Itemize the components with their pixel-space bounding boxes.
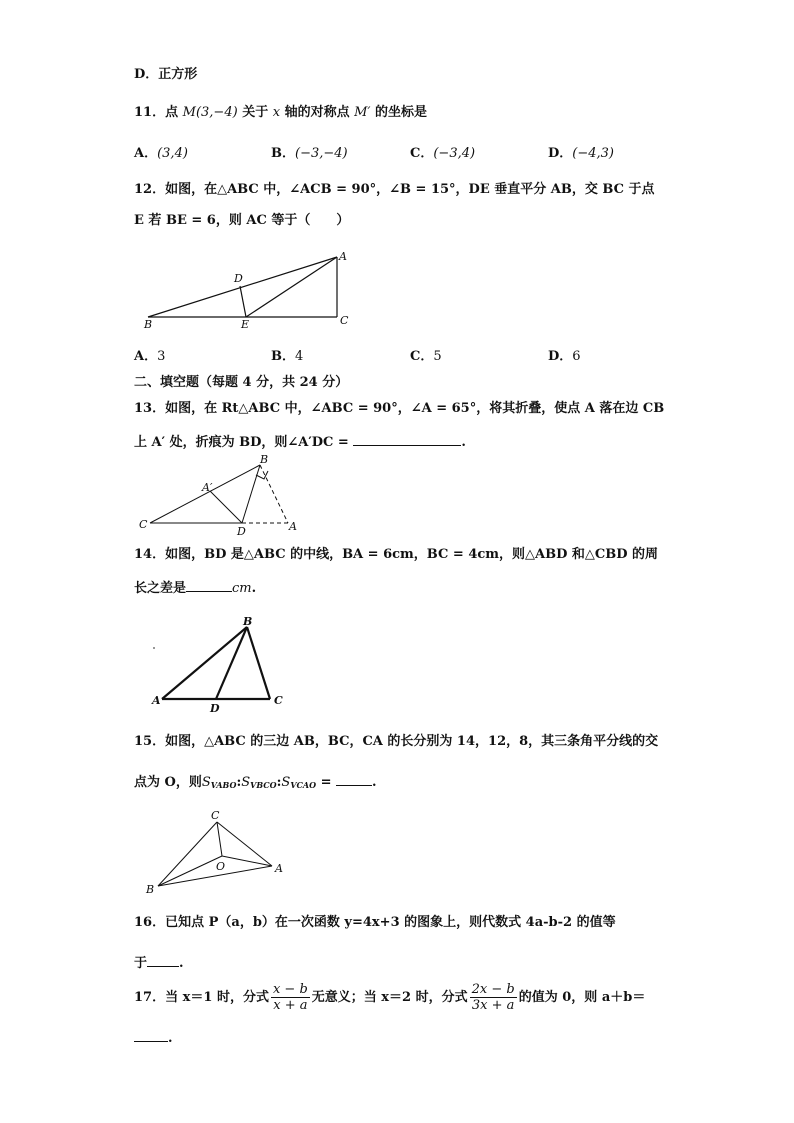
q11-number: 11．	[134, 105, 166, 120]
q14-edge-bc	[247, 627, 270, 699]
q15-edge-ab	[158, 866, 272, 886]
q12-line2: E 若 BE = 6，则 AC 等于（ ）	[134, 213, 350, 228]
q12-label-a: A	[339, 250, 347, 263]
q13-figure	[136, 455, 306, 537]
q14-label-a: A	[152, 694, 161, 707]
q15-label-b: B	[146, 883, 155, 896]
q12-option-c[interactable]: C．5	[410, 349, 442, 364]
q14-edge-ab	[162, 627, 247, 699]
q17-line1: 17．当 x＝1 时，分式 $\frac{x - b}{x + a}$ 无意义；当 x＝2 时，分式 $\frac{2x - b}{3x + a}$ 的值为 0，则 a＋b＝	[134, 982, 646, 1013]
q12-label-c: C	[340, 314, 349, 327]
q15-edge-oc	[217, 822, 222, 856]
q14-edge-bd	[216, 627, 247, 699]
q12-edge-ae	[246, 257, 337, 317]
q17-answer-blank[interactable]	[134, 1027, 168, 1042]
q12-option-d[interactable]: D．6	[548, 349, 581, 364]
q13-line2: 上 A′ 处，折痕为 BD，则∠A′DC = .	[134, 431, 466, 452]
q12-edge-de	[240, 286, 246, 317]
q13-answer-blank[interactable]	[353, 431, 461, 446]
q15-line1: 15．如图，△ABC 的三边 AB，BC，CA 的长分别为 14，12，8，其三条角平分线的交	[134, 734, 659, 749]
q15-label-a: A	[275, 862, 283, 875]
q15-answer-blank[interactable]	[336, 771, 372, 786]
q11-option-b[interactable]: B．(−3,−4)	[271, 146, 348, 161]
q12-label-b: B	[144, 318, 153, 331]
q13-label-c: C	[139, 518, 148, 531]
q15-edge-bc	[158, 822, 217, 886]
question-11	[134, 104, 427, 122]
q13-edge-ba-dashed	[260, 465, 288, 523]
q12-line1: 12．如图，在△ABC 中，∠ACB = 90°，∠B = 15°，DE 垂直平分 AB，交 BC 于点	[134, 182, 655, 197]
q17-line2: .	[134, 1027, 173, 1048]
q14-dot	[153, 647, 155, 649]
q15-edge-oa	[222, 856, 272, 866]
q11-axis: x	[272, 105, 281, 120]
q13-label-b: B	[260, 455, 269, 466]
q14-line2: 长之差是 cm.	[134, 577, 256, 598]
q14-label-d: D	[210, 702, 220, 714]
q15-edge-ca	[217, 822, 272, 866]
q16-line1: 16．已知点 P（a，b）在一次函数 y=4x+3 的图象上，则代数式 4a-b-2 的值等	[134, 915, 616, 930]
q15-label-c: C	[211, 809, 220, 822]
q11-option-d[interactable]: D．(−4,3)	[548, 146, 614, 161]
q11-sym: M′	[354, 105, 371, 120]
q12-edge-ba	[148, 257, 337, 317]
q15-label-o: O	[216, 860, 226, 873]
q14-label-b: B	[243, 615, 253, 628]
q12-label-e: E	[241, 318, 250, 331]
q15-figure	[142, 806, 292, 898]
q10-option-d: D．正方形	[134, 67, 198, 82]
q13-edge-bd	[242, 465, 260, 523]
q14-answer-blank[interactable]	[186, 577, 232, 592]
q12-option-b[interactable]: B．4	[271, 349, 304, 364]
q12-figure	[140, 248, 360, 338]
q12-option-a[interactable]: A．3	[134, 349, 166, 364]
q12-label-d: D	[234, 272, 243, 285]
q15-edge-ob	[158, 856, 222, 886]
q11-text-c: 轴的对称点	[284, 105, 350, 120]
q13-edge-a1d	[210, 491, 242, 523]
q11-point: M(3,−4)	[182, 105, 238, 120]
q13-edge-cb	[150, 465, 260, 523]
q16-line2: 于 .	[134, 952, 184, 973]
q11-option-a[interactable]: A．(3,4)	[134, 146, 188, 161]
q17-fraction-2: $\frac{2x - b}{3x + a}$	[471, 982, 515, 1013]
q11-option-c[interactable]: C．(−3,4)	[410, 146, 476, 161]
q13-line1: 13．如图，在 Rt△ABC 中，∠ABC = 90°，∠A = 65°，将其折叠，使点 A 落在边 CB	[134, 401, 665, 416]
q14-label-c: C	[274, 694, 283, 707]
q13-label-a1: A′	[202, 481, 213, 494]
q13-label-d: D	[237, 525, 246, 537]
q15-line2: 点为 O，则$S_{VABO}:S_{VBCO}:S_{VCAO}$ = .	[134, 771, 377, 794]
q11-text-a: 点	[165, 105, 179, 120]
q14-figure	[146, 612, 306, 714]
q16-answer-blank[interactable]	[147, 952, 179, 967]
q14-line1: 14．如图，BD 是△ABC 的中线，BA = 6cm，BC = 4cm，则△ABD 和△CBD 的周	[134, 547, 659, 562]
section-heading: 二、填空题（每题 4 分，共 24 分）	[134, 375, 349, 390]
q17-fraction-1: $\frac{x - b}{x + a}$	[272, 982, 308, 1013]
q11-text-d: 的坐标是	[374, 105, 427, 120]
q13-label-a: A	[289, 520, 297, 533]
q11-text-b: 关于	[242, 105, 269, 120]
